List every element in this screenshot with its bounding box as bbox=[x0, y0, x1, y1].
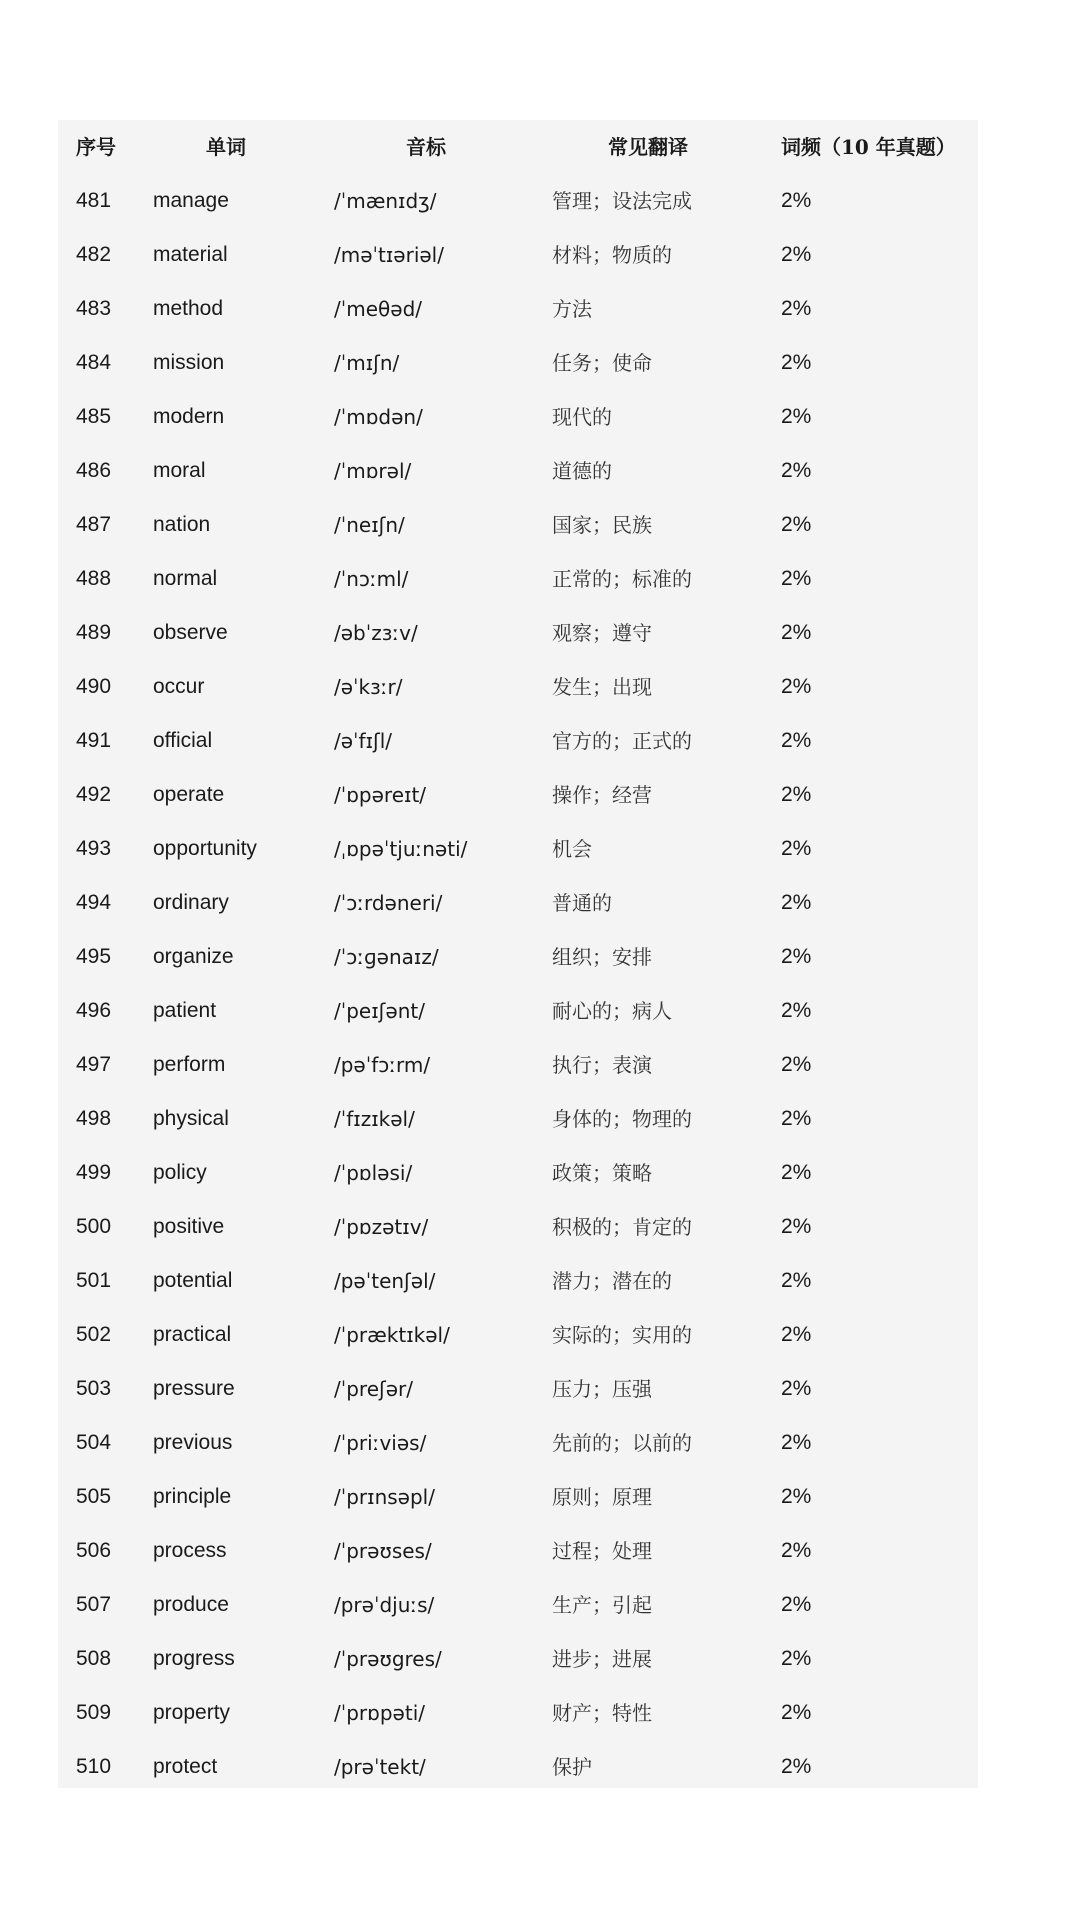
row-number: 506 bbox=[76, 1539, 112, 1562]
table-row bbox=[58, 1686, 978, 1740]
table-row bbox=[58, 336, 978, 390]
row-frequency: 2% bbox=[781, 729, 812, 752]
row-word: moral bbox=[153, 459, 206, 482]
header-number: 序号 bbox=[76, 135, 116, 159]
row-frequency: 2% bbox=[781, 189, 812, 212]
table-row bbox=[58, 606, 978, 660]
row-phonetic: /ˈprəʊgres/ bbox=[334, 1647, 442, 1671]
row-translation: 材料；物质的 bbox=[552, 243, 672, 267]
row-number: 489 bbox=[76, 621, 112, 644]
row-word: ordinary bbox=[153, 891, 229, 914]
row-frequency: 2% bbox=[781, 1215, 812, 1238]
row-word: potential bbox=[153, 1269, 233, 1292]
row-number: 487 bbox=[76, 513, 112, 536]
row-phonetic: /ˈpræktɪkəl/ bbox=[334, 1323, 450, 1347]
table-row bbox=[58, 1254, 978, 1308]
row-translation: 原则；原理 bbox=[552, 1485, 652, 1509]
row-phonetic: /ˈmænɪdʒ/ bbox=[334, 189, 437, 213]
row-frequency: 2% bbox=[781, 567, 812, 590]
row-number: 501 bbox=[76, 1269, 112, 1292]
row-word: pressure bbox=[153, 1377, 235, 1400]
row-phonetic: /ˈmɪʃn/ bbox=[334, 351, 400, 375]
row-translation: 普通的 bbox=[552, 891, 612, 915]
header-phonetic: 音标 bbox=[406, 135, 446, 159]
row-word: organize bbox=[153, 945, 234, 968]
row-phonetic: /pəˈfɔːrm/ bbox=[334, 1053, 431, 1077]
row-phonetic: /əˈkɜːr/ bbox=[334, 675, 403, 699]
row-translation: 发生；出现 bbox=[552, 675, 652, 699]
row-frequency: 2% bbox=[781, 837, 812, 860]
row-phonetic: /əbˈzɜːv/ bbox=[334, 621, 418, 645]
row-number: 495 bbox=[76, 945, 112, 968]
row-translation: 进步；进展 bbox=[552, 1647, 652, 1671]
table-row bbox=[58, 660, 978, 714]
table-row bbox=[58, 930, 978, 984]
row-frequency: 2% bbox=[781, 1647, 812, 1670]
row-number: 497 bbox=[76, 1053, 112, 1076]
row-word: process bbox=[153, 1539, 227, 1562]
row-phonetic: /ˈprəʊses/ bbox=[334, 1539, 432, 1563]
row-translation: 方法 bbox=[552, 297, 592, 321]
table-row bbox=[58, 282, 978, 336]
row-number: 492 bbox=[76, 783, 112, 806]
row-number: 507 bbox=[76, 1593, 112, 1616]
row-translation: 组织；安排 bbox=[552, 945, 652, 969]
row-phonetic: /ˈprɒpəti/ bbox=[334, 1701, 425, 1725]
row-phonetic: /ˈɒpəreɪt/ bbox=[334, 783, 427, 807]
table-row bbox=[58, 1038, 978, 1092]
row-frequency: 2% bbox=[781, 783, 812, 806]
row-word: perform bbox=[153, 1053, 226, 1076]
row-word: positive bbox=[153, 1215, 225, 1238]
row-number: 482 bbox=[76, 243, 112, 266]
row-word: nation bbox=[153, 513, 211, 536]
row-number: 496 bbox=[76, 999, 112, 1022]
row-translation: 生产；引起 bbox=[552, 1593, 652, 1617]
row-phonetic: /ˈnɔːml/ bbox=[334, 567, 409, 591]
row-number: 500 bbox=[76, 1215, 112, 1238]
row-word: mission bbox=[153, 351, 225, 374]
row-translation: 保护 bbox=[552, 1755, 592, 1779]
row-word: modern bbox=[153, 405, 225, 428]
row-number: 494 bbox=[76, 891, 112, 914]
row-translation: 机会 bbox=[552, 837, 592, 861]
row-translation: 国家；民族 bbox=[552, 513, 652, 537]
row-phonetic: /ˈprɪnsəpl/ bbox=[334, 1485, 435, 1509]
row-word: property bbox=[153, 1701, 231, 1724]
row-translation: 先前的；以前的 bbox=[552, 1431, 692, 1455]
row-phonetic: /ˈfɪzɪkəl/ bbox=[334, 1107, 415, 1131]
row-word: material bbox=[153, 243, 228, 266]
table-row bbox=[58, 390, 978, 444]
row-phonetic: /ˈpriːviəs/ bbox=[334, 1431, 427, 1455]
table-body bbox=[58, 174, 978, 1794]
table-row bbox=[58, 1416, 978, 1470]
row-phonetic: /ˈpɒzətɪv/ bbox=[334, 1215, 429, 1239]
table-row bbox=[58, 1740, 978, 1794]
row-frequency: 2% bbox=[781, 405, 812, 428]
row-word: opportunity bbox=[153, 837, 257, 860]
row-translation: 任务；使命 bbox=[552, 351, 652, 375]
row-frequency: 2% bbox=[781, 1539, 812, 1562]
row-frequency: 2% bbox=[781, 621, 812, 644]
row-word: progress bbox=[153, 1647, 235, 1670]
table-row bbox=[58, 174, 978, 228]
row-phonetic: /əˈfɪʃl/ bbox=[334, 729, 393, 753]
row-number: 510 bbox=[76, 1755, 112, 1778]
row-translation: 官方的；正式的 bbox=[552, 729, 692, 753]
row-word: produce bbox=[153, 1593, 229, 1616]
row-word: method bbox=[153, 297, 224, 320]
row-phonetic: /ˈmɒrəl/ bbox=[334, 459, 412, 483]
row-phonetic: /ˈɔːɡənaɪz/ bbox=[334, 945, 439, 969]
header-word: 单词 bbox=[206, 135, 246, 159]
row-number: 508 bbox=[76, 1647, 112, 1670]
table-row bbox=[58, 1470, 978, 1524]
header-translation: 常见翻译 bbox=[608, 135, 688, 159]
row-frequency: 2% bbox=[781, 1107, 812, 1130]
row-number: 485 bbox=[76, 405, 112, 428]
row-phonetic: /ˌɒpəˈtjuːnəti/ bbox=[334, 837, 468, 861]
row-word: official bbox=[153, 729, 213, 752]
row-translation: 操作；经营 bbox=[552, 783, 652, 807]
row-number: 488 bbox=[76, 567, 112, 590]
row-frequency: 2% bbox=[781, 945, 812, 968]
row-frequency: 2% bbox=[781, 1053, 812, 1076]
row-word: occur bbox=[153, 675, 205, 698]
table-row bbox=[58, 228, 978, 282]
table-row bbox=[58, 1146, 978, 1200]
table-row bbox=[58, 1632, 978, 1686]
row-number: 486 bbox=[76, 459, 112, 482]
row-word: practical bbox=[153, 1323, 232, 1346]
table-row bbox=[58, 876, 978, 930]
row-number: 490 bbox=[76, 675, 112, 698]
row-translation: 压力；压强 bbox=[552, 1377, 652, 1401]
row-number: 509 bbox=[76, 1701, 112, 1724]
table-row bbox=[58, 1308, 978, 1362]
row-frequency: 2% bbox=[781, 1701, 812, 1724]
row-phonetic: /pəˈtenʃəl/ bbox=[334, 1269, 436, 1293]
row-translation: 现代的 bbox=[552, 405, 612, 429]
row-number: 505 bbox=[76, 1485, 112, 1508]
row-number: 498 bbox=[76, 1107, 112, 1130]
row-number: 483 bbox=[76, 297, 112, 320]
table-row bbox=[58, 444, 978, 498]
row-translation: 实际的；实用的 bbox=[552, 1323, 692, 1347]
row-number: 503 bbox=[76, 1377, 112, 1400]
row-word: previous bbox=[153, 1431, 233, 1454]
table-row bbox=[58, 1524, 978, 1578]
table-row bbox=[58, 498, 978, 552]
row-translation: 政策；策略 bbox=[552, 1161, 652, 1185]
table-row bbox=[58, 768, 978, 822]
row-phonetic: /prəˈtekt/ bbox=[334, 1755, 426, 1779]
table-row bbox=[58, 1200, 978, 1254]
row-frequency: 2% bbox=[781, 675, 812, 698]
row-translation: 潜力；潜在的 bbox=[552, 1269, 672, 1293]
row-translation: 身体的；物理的 bbox=[552, 1107, 692, 1131]
row-number: 484 bbox=[76, 351, 112, 374]
row-word: patient bbox=[153, 999, 217, 1022]
row-number: 491 bbox=[76, 729, 112, 752]
row-frequency: 2% bbox=[781, 1485, 812, 1508]
row-word: manage bbox=[153, 189, 229, 212]
row-word: normal bbox=[153, 567, 218, 590]
row-phonetic: /ˈpeɪʃənt/ bbox=[334, 999, 425, 1023]
table-row bbox=[58, 984, 978, 1038]
table-header bbox=[58, 120, 978, 174]
row-frequency: 2% bbox=[781, 1269, 812, 1292]
row-number: 499 bbox=[76, 1161, 112, 1184]
table-row bbox=[58, 552, 978, 606]
row-translation: 道德的 bbox=[552, 459, 612, 483]
row-frequency: 2% bbox=[781, 243, 812, 266]
row-translation: 过程；处理 bbox=[552, 1539, 652, 1563]
row-phonetic: /ˈmɒdən/ bbox=[334, 405, 423, 429]
row-translation: 正常的；标准的 bbox=[552, 567, 692, 591]
row-frequency: 2% bbox=[781, 1161, 812, 1184]
row-phonetic: /ˈpɒləsi/ bbox=[334, 1161, 413, 1185]
row-frequency: 2% bbox=[781, 297, 812, 320]
row-number: 481 bbox=[76, 189, 112, 212]
row-frequency: 2% bbox=[781, 1431, 812, 1454]
row-word: observe bbox=[153, 621, 228, 644]
header-frequency: 词频（10 年真题） bbox=[781, 135, 956, 159]
row-translation: 观察；遵守 bbox=[552, 621, 652, 645]
row-frequency: 2% bbox=[781, 459, 812, 482]
row-phonetic: /ˈpreʃər/ bbox=[334, 1377, 414, 1401]
vocabulary-table bbox=[58, 120, 978, 1788]
row-phonetic: /ˈmeθəd/ bbox=[334, 297, 422, 321]
row-translation: 管理；设法完成 bbox=[552, 189, 692, 213]
row-word: physical bbox=[153, 1107, 229, 1130]
row-frequency: 2% bbox=[781, 1377, 812, 1400]
row-frequency: 2% bbox=[781, 1755, 812, 1778]
row-translation: 财产；特性 bbox=[552, 1701, 652, 1725]
row-frequency: 2% bbox=[781, 999, 812, 1022]
row-number: 504 bbox=[76, 1431, 112, 1454]
row-phonetic: /ˈneɪʃn/ bbox=[334, 513, 405, 537]
table-row bbox=[58, 822, 978, 876]
row-word: operate bbox=[153, 783, 225, 806]
row-frequency: 2% bbox=[781, 351, 812, 374]
row-phonetic: /məˈtɪəriəl/ bbox=[334, 243, 444, 267]
row-translation: 执行；表演 bbox=[552, 1053, 652, 1077]
table-row bbox=[58, 714, 978, 768]
row-translation: 积极的；肯定的 bbox=[552, 1215, 692, 1239]
row-frequency: 2% bbox=[781, 1593, 812, 1616]
row-word: protect bbox=[153, 1755, 218, 1778]
row-word: principle bbox=[153, 1485, 232, 1508]
table-row bbox=[58, 1092, 978, 1146]
row-frequency: 2% bbox=[781, 1323, 812, 1346]
row-number: 502 bbox=[76, 1323, 112, 1346]
row-translation: 耐心的；病人 bbox=[552, 999, 672, 1023]
table-row bbox=[58, 1362, 978, 1416]
row-phonetic: /prəˈdjuːs/ bbox=[334, 1593, 435, 1617]
row-word: policy bbox=[153, 1161, 207, 1184]
row-phonetic: /ˈɔːrdəneri/ bbox=[334, 891, 443, 915]
row-number: 493 bbox=[76, 837, 112, 860]
table-row bbox=[58, 1578, 978, 1632]
row-frequency: 2% bbox=[781, 513, 812, 536]
row-frequency: 2% bbox=[781, 891, 812, 914]
